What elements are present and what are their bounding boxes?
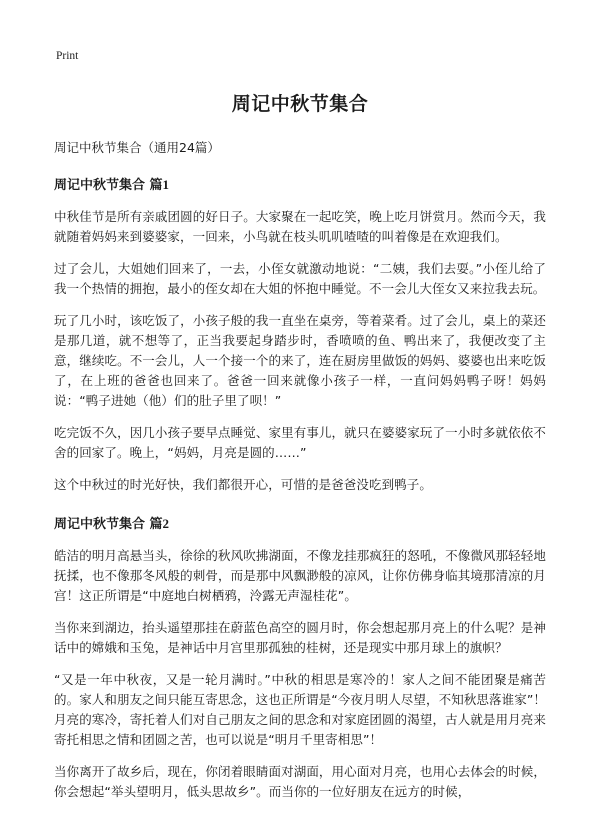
paragraph: 过了会儿，大姐她们回来了，一去，小侄女就激动地说：“二姨，我们去耍。”小侄儿给了我一个热情的拥抱，最小的侄女却在大姐的怀抱中睡觉。不一会儿大侄女又来拉我去玩。 <box>54 261 546 296</box>
section-heading <box>54 513 546 532</box>
section-number: 1 <box>162 177 170 192</box>
paragraph: 吃完饭不久，因几小孩子要早点睡觉、家里有事儿，就只在婆婆家玩了一小时多就依依不舍的回家了。晚上，“妈妈，月亮是圆的……” <box>54 425 546 460</box>
paragraph: 当你离开了故乡后，现在，你闭着眼睛面对湖面，用心面对月亮，也用心去体会的时候，你会想起“举头望明月，低头思故乡”。而当你的一位好朋友在远方的时候， <box>54 764 546 799</box>
paragraph: 当你来到湖边，抬头遥望那挂在蔚蓝色高空的圆月时，你会想起那月亮上的什么呢？是神话中的嫦娥和玉兔，是神话中月宫里那孤独的桂树，还是现实中那月球上的旗帜？ <box>54 620 546 655</box>
section-1 <box>54 174 546 495</box>
document-title: 周记中秋节集合 <box>231 93 369 115</box>
section-heading-text: 周记中秋节集合 篇 <box>54 517 163 532</box>
print-link[interactable]: Print <box>56 50 79 62</box>
section-heading-text: 周记中秋节集合 篇 <box>54 178 163 193</box>
section-2 <box>54 513 546 802</box>
paragraph: 玩了几小时，该吃饭了，小孩子般的我一直坐在桌旁，等着菜肴。过了会儿，桌上的菜还是那几道，就不想等了，正当我要起身踏步时，香喷喷的鱼、鸭出来了，我便改变了主意，继续吃。不一会儿，人一个接一个的来了，连在厨房里做饭的妈妈、婆婆也出来吃饭了，在上班的爸爸也回来了。爸爸一回来就像小孩子一样，一直问妈妈鸭子呀！妈妈说：“鸭子进她（他）们的肚子里了呗！” <box>54 313 546 408</box>
document-subtitle: 周记中秋节集合（通用24篇） <box>54 140 220 155</box>
paragraph: 这个中秋过的时光好快，我们都很开心，可惜的是爸爸没吃到鸭子。 <box>54 477 433 492</box>
paragraph: 中秋佳节是所有亲戚团圆的好日子。大家聚在一起吃笑，晚上吃月饼赏月。然而今天，我就随着妈妈来到婆婆家，一回来，小鸟就在枝头叽叽喳喳的叫着像是在欢迎我们。 <box>54 209 546 244</box>
paragraph: “又是一年中秋夜，又是一轮月满时。”中秋的相思是寒冷的！家人之间不能团聚是痛苦的。家人和朋友之间只能互寄思念，这也正所谓是“今夜月明人尽望，不知秋思落谁家”！月亮的寒冷，寄托着人们对自己朋友之间的思念和对家庭团圆的渴望，古人就是用月亮来寄托相思之情和团圆之苦，也可以说是“明月千里寄相思”！ <box>54 672 546 747</box>
section-number: 2 <box>162 516 170 531</box>
section-heading <box>54 174 546 193</box>
paragraph: 皓洁的明月高悬当头，徐徐的秋风吹拂湖面，不像龙挂那疯狂的怒吼，不像微风那轻轻地抚揉，也不像那冬风般的刺骨，而是那中风飘渺般的凉风，让你仿佛身临其境那清凉的月宫！这正所谓是“中庭地白树栖鸦，泠露无声湿桂花”。 <box>54 548 546 603</box>
